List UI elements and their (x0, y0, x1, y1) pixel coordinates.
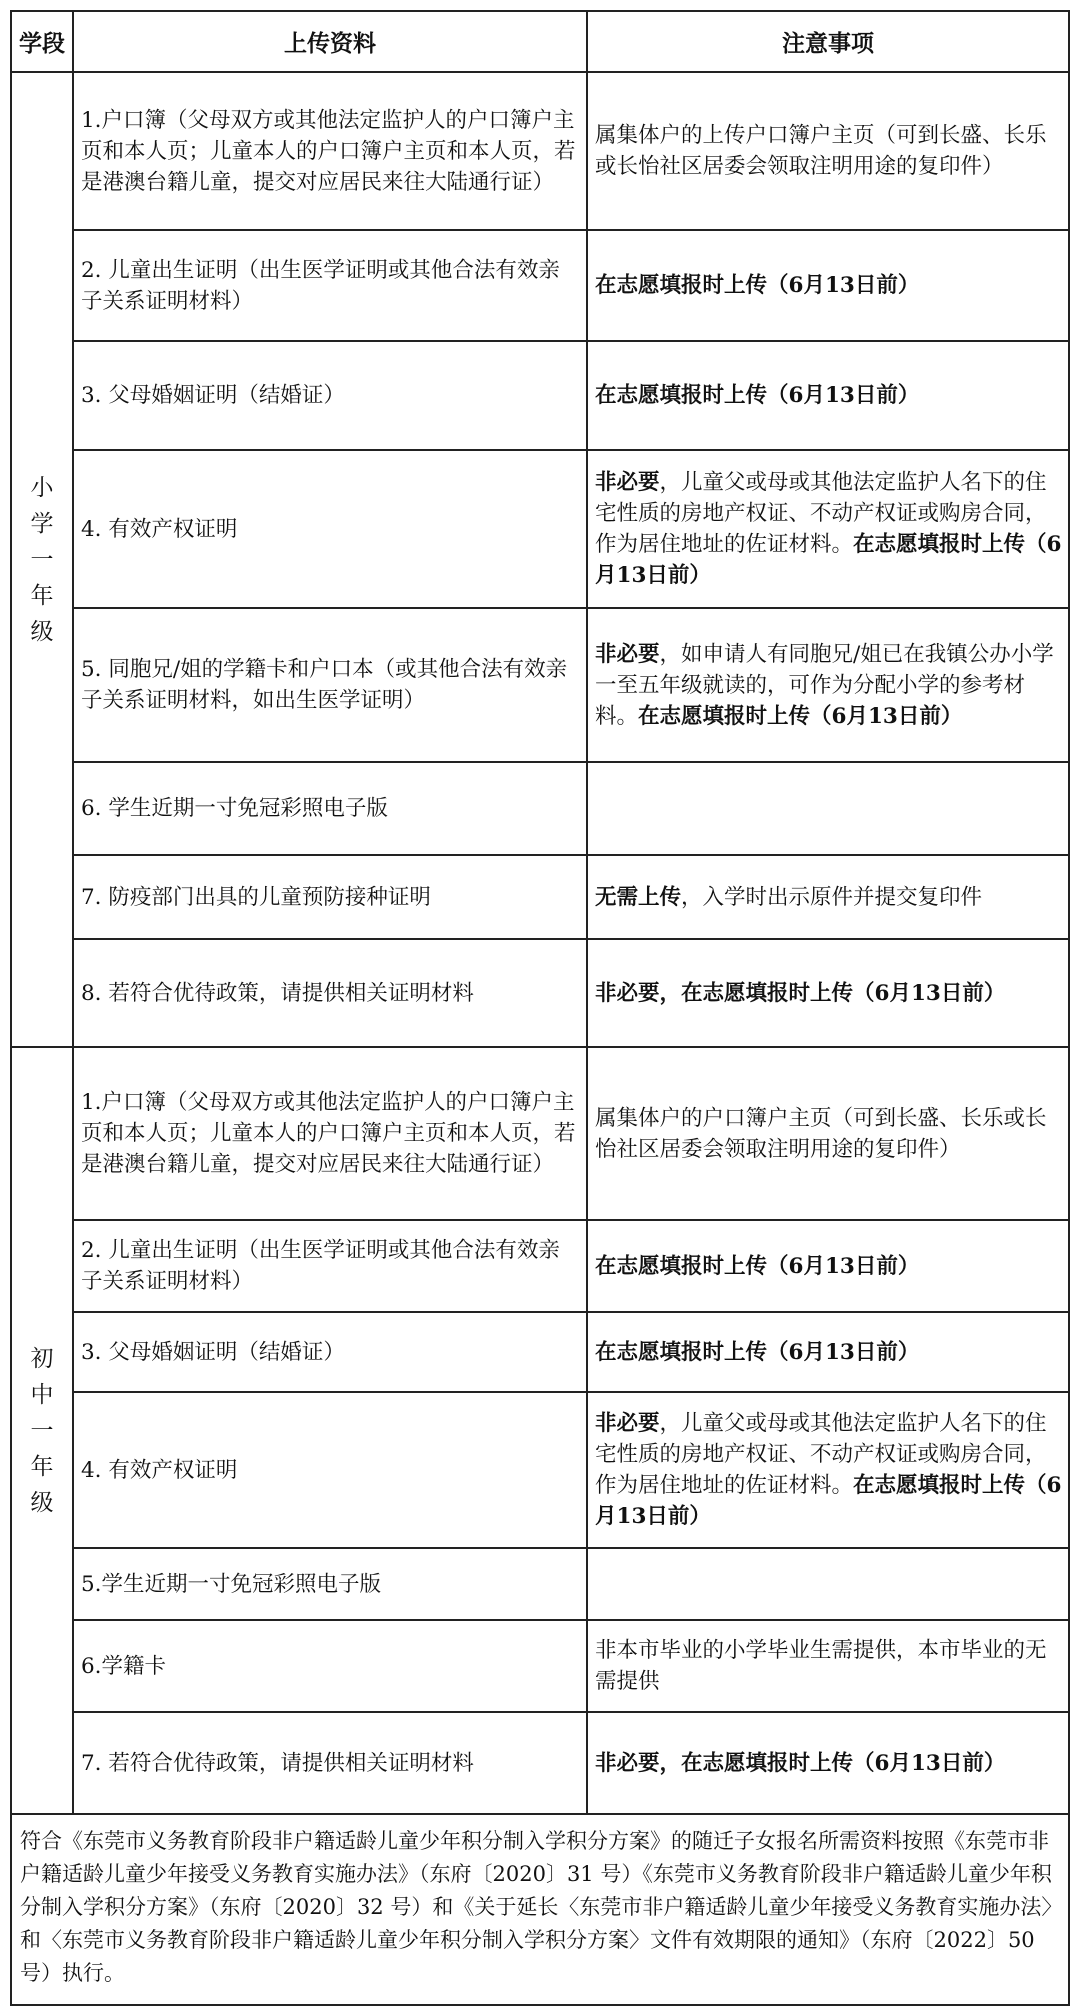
material-cell: 5.学生近期一寸免冠彩照电子版 (73, 1548, 587, 1620)
table-row (11, 855, 1069, 939)
note-cell (587, 939, 1069, 1047)
material-cell: 5. 同胞兄/姐的学籍卡和户口本（或其他合法有效亲子关系证明材料，如出生医学证明） (73, 608, 587, 762)
note-text: ，入学时出示原件并提交复印件 (681, 884, 983, 910)
note-text-bold: 非必要 (595, 1411, 660, 1436)
note-text-bold: 在志愿填报时上传（6月13日前） (595, 1339, 920, 1365)
material-cell: 1.户口簿（父母双方或其他法定监护人的户口簿户主页和本人页；儿童本人的户口簿户主页和本人页，若是港澳台籍儿童，提交对应居民来往大陆通行证） (73, 72, 587, 230)
note-cell (587, 1548, 1069, 1620)
table-row (11, 72, 1069, 230)
note-cell (587, 72, 1069, 230)
stage-char: 年 (30, 582, 54, 609)
material-cell: 7. 若符合优待政策，请提供相关证明材料 (73, 1712, 587, 1814)
stage-char: 一 (30, 546, 54, 573)
table-row (11, 1548, 1069, 1620)
enrollment-materials-sheet (10, 10, 1068, 2006)
header-stage: 学段 (11, 11, 73, 72)
note-cell (587, 1312, 1069, 1392)
note-text-bold: 在志愿填报时上传（6月13日前） (595, 383, 920, 408)
table-header-row (11, 11, 1069, 72)
stage-char: 一 (30, 1417, 54, 1444)
note-cell (587, 762, 1069, 855)
material-cell: 6. 学生近期一寸免冠彩照电子版 (73, 762, 587, 855)
stage-char: 级 (30, 618, 54, 645)
note-text-bold: 在志愿填报时上传（6月13日前） (638, 703, 963, 729)
table-row (11, 1220, 1069, 1312)
material-cell: 8. 若符合优待政策，请提供相关证明材料 (73, 939, 587, 1047)
stage-cell-primary (11, 72, 73, 1047)
material-cell: 4. 有效产权证明 (73, 1392, 587, 1548)
note-cell (587, 450, 1069, 608)
stage-char: 初 (30, 1345, 54, 1372)
footer-note: 符合《东莞市义务教育阶段非户籍适龄儿童少年积分制入学积分方案》的随迁子女报名所需资料按照《东莞市非户籍适龄儿童少年接受义务教育实施办法》（东府〔2020〕31 号）《东莞市义务教育阶段非户籍适龄儿童少年积分制入学积分方案》（东府〔2020〕32 号）和《关于延长〈东莞市非户籍适龄儿童少年接受义务教育实施办法〉和〈东莞市义务教育阶段非户籍适龄儿童少年积分制入学积分方案〉文件有效期限的通知》（东府〔2022〕50 号）执行。 (11, 1814, 1069, 2005)
stage-char: 级 (30, 1489, 54, 1516)
note-cell (587, 1220, 1069, 1312)
stage-char: 中 (30, 1381, 54, 1408)
note-cell (587, 855, 1069, 939)
stage-char: 小 (30, 474, 54, 501)
note-cell (587, 1620, 1069, 1712)
note-text: 非本市毕业的小学毕业生需提供，本市毕业的无需提供 (595, 1638, 1047, 1694)
note-cell (587, 1392, 1069, 1548)
header-materials: 上传资料 (73, 11, 587, 72)
note-text-bold: 在志愿填报时上传（6月13日前） (595, 273, 920, 298)
note-text-bold: 在志愿填报时上传（6月13日前） (595, 532, 1062, 588)
note-cell (587, 341, 1069, 450)
stage-char: 年 (30, 1453, 54, 1480)
footer-row (11, 1814, 1069, 2005)
material-cell: 3. 父母婚姻证明（结婚证） (73, 341, 587, 450)
table-row (11, 1712, 1069, 1814)
stage-char: 学 (30, 510, 54, 537)
material-cell: 7. 防疫部门出具的儿童预防接种证明 (73, 855, 587, 939)
note-text-bold: 非必要，在志愿填报时上传（6月13日前） (595, 980, 1006, 1006)
table-row (11, 1312, 1069, 1392)
material-cell: 4. 有效产权证明 (73, 450, 587, 608)
note-text-bold: 非必要 (595, 641, 660, 667)
table-row (11, 939, 1069, 1047)
material-cell: 6.学籍卡 (73, 1620, 587, 1712)
table-row (11, 1392, 1069, 1548)
table-row (11, 608, 1069, 762)
note-text: ，如申请人有同胞兄/姐已在我镇公办小学一至五年级就读的，可作为分配小学的参考材料。 (595, 641, 1054, 729)
stage-cell-junior (11, 1047, 73, 1814)
header-notes: 注意事项 (587, 11, 1069, 72)
note-text-bold: 非必要，在志愿填报时上传（6月13日前） (595, 1750, 1006, 1776)
material-cell: 1.户口簿（父母双方或其他法定监护人的户口簿户主页和本人页；儿童本人的户口簿户主页和本人页，若是港澳台籍儿童，提交对应居民来往大陆通行证） (73, 1047, 587, 1220)
note-text-bold: 无需上传 (595, 884, 682, 910)
table-row (11, 1620, 1069, 1712)
material-cell: 2. 儿童出生证明（出生医学证明或其他合法有效亲子关系证明材料） (73, 1220, 587, 1312)
table-row (11, 762, 1069, 855)
table-row (11, 1047, 1069, 1220)
note-text-bold: 在志愿填报时上传（6月13日前） (595, 1473, 1062, 1529)
material-cell: 2. 儿童出生证明（出生医学证明或其他合法有效亲子关系证明材料） (73, 230, 587, 341)
note-cell (587, 1047, 1069, 1220)
table-row (11, 341, 1069, 450)
note-text: 属集体户的上传户口簿户主页（可到长盛、长乐或长怡社区居委会领取注明用途的复印件） (595, 123, 1047, 179)
note-cell (587, 1712, 1069, 1814)
note-text: 属集体户的户口簿户主页（可到长盛、长乐或长怡社区居委会领取注明用途的复印件） (595, 1105, 1047, 1162)
note-cell (587, 608, 1069, 762)
note-text: ，儿童父或母或其他法定监护人名下的住宅性质的房地产权证、不动产权证或购房合同，作为居住地址的佐证材料。 (595, 470, 1047, 557)
note-text-bold: 在志愿填报时上传（6月13日前） (595, 1253, 920, 1279)
material-cell: 3. 父母婚姻证明（结婚证） (73, 1312, 587, 1392)
note-cell (587, 230, 1069, 341)
table-row (11, 230, 1069, 341)
table-row (11, 450, 1069, 608)
note-text-bold: 非必要 (595, 470, 660, 495)
note-text: ，儿童父或母或其他法定监护人名下的住宅性质的房地产权证、不动产权证或购房合同，作为居住地址的佐证材料。 (595, 1411, 1047, 1498)
materials-table (10, 10, 1070, 2006)
